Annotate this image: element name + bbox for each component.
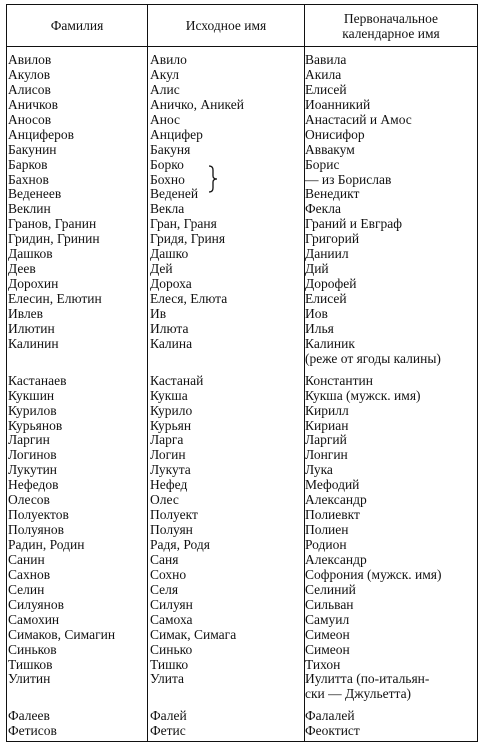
source-name-cell: Гридя, Гриня — [150, 231, 226, 247]
surname-cell: Силуянов — [8, 596, 64, 612]
calendar-name-cell: Вавила — [305, 52, 347, 67]
calendar-name-cell: Константин — [305, 372, 373, 388]
surname-cell: Бакунин — [8, 141, 57, 157]
calendar-name-cell: Граний и Евграф — [305, 216, 402, 232]
calendar-name-cell: Александр — [305, 551, 367, 567]
surname-cell: Дорохин — [8, 276, 59, 292]
calendar-name-cell: Лука — [305, 462, 333, 478]
source-name-cell: Бакуня — [150, 141, 191, 157]
surname-cell: Анциферов — [8, 126, 75, 142]
calendar-name-cell: Симеон — [305, 626, 350, 642]
source-name-cell: Силуян — [150, 596, 193, 612]
calendar-name-column — [305, 53, 442, 739]
header-source-name: Исходное имя — [185, 18, 267, 33]
surname-cell: Алисов — [8, 81, 51, 97]
calendar-name-cell: Мефодий — [305, 477, 360, 493]
surname-cell: Полуектов — [8, 507, 69, 523]
calendar-name-cell: Селиний — [305, 581, 356, 597]
surname-cell: Симаков, Симагин — [8, 626, 116, 642]
calendar-name-cell: Онисифор — [305, 126, 365, 142]
source-name-cell: Самоха — [150, 611, 193, 627]
surname-column — [8, 53, 115, 739]
surname-cell: Курилов — [8, 402, 57, 418]
header-calendar-name-line1: Первоначальное — [343, 10, 439, 26]
calendar-name-cell: Даниил — [305, 246, 349, 262]
surname-cell: Калинин — [8, 335, 59, 351]
source-name-cell: Кастанай — [150, 372, 204, 388]
source-name-cell: Курило — [150, 402, 193, 418]
source-name-cell: Синько — [150, 641, 193, 657]
calendar-name-cell: Илья — [305, 320, 334, 336]
source-name-cell: Логин — [150, 447, 186, 463]
surname-cell — [8, 352, 115, 367]
surname-cell: Гридин, Гринин — [8, 231, 100, 247]
source-name-cell: Анос — [150, 111, 181, 127]
calendar-name-cell: Борис — [305, 156, 340, 172]
calendar-name-cell: Елисей — [305, 81, 347, 97]
surname-cell: Улитин — [8, 671, 51, 687]
calendar-name-cell: Лонгин — [305, 447, 348, 463]
calendar-name-cell: ски — Джульетта) — [305, 686, 412, 702]
calendar-name-cell: Сильван — [305, 596, 354, 612]
source-name-cell: Анцифер — [150, 126, 203, 142]
source-name-cell: Авило — [150, 52, 187, 67]
source-name-cell: Улита — [150, 671, 185, 687]
source-name-column — [150, 53, 244, 739]
source-name-cell: Сохно — [150, 566, 187, 582]
source-name-cell: Симак, Симага — [150, 626, 237, 642]
header-calendar-name-line2: календарное имя — [342, 25, 440, 41]
surname-cell: Деев — [8, 261, 36, 277]
surname-cell: Санин — [8, 551, 45, 567]
calendar-name-cell: Кукша (мужск. имя) — [305, 387, 421, 403]
calendar-name-cell: Самуил — [305, 611, 350, 627]
source-name-cell: Веденей — [150, 186, 199, 202]
calendar-name-cell: Елисей — [305, 291, 347, 306]
surname-cell: Кукшин — [8, 387, 55, 403]
surname-cell: Олесов — [8, 492, 50, 508]
table-header — [7, 5, 477, 47]
calendar-name-cell: Григорий — [305, 231, 360, 247]
surname-cell: Кастанаев — [8, 372, 67, 388]
calendar-name-cell: Феоктист — [305, 723, 360, 739]
source-name-cell: Тишко — [150, 656, 189, 672]
source-name-cell: Полуян — [150, 522, 193, 538]
source-name-cell: Борко — [150, 156, 184, 172]
surname-cell: Аносов — [8, 111, 52, 127]
source-name-cell: Лукута — [150, 462, 191, 478]
source-name-cell: Дашко — [150, 246, 189, 262]
source-name-cell: Бохно — [150, 171, 185, 187]
source-name-cell — [150, 352, 244, 367]
surname-cell: Дашков — [8, 246, 53, 262]
header-surname: Фамилия — [50, 18, 104, 33]
calendar-name-cell: Иоанникий — [305, 96, 371, 112]
calendar-name-cell: Аввакум — [305, 141, 355, 157]
source-name-cell: Нефед — [150, 477, 188, 493]
surname-cell: Веденеев — [8, 186, 62, 202]
calendar-name-cell: Кириан — [305, 417, 349, 433]
surname-cell: Акулов — [8, 66, 51, 82]
source-name-cell: Кукша — [150, 387, 188, 403]
source-name-cell — [150, 687, 244, 702]
calendar-name-cell: Фалалей — [305, 708, 355, 724]
source-name-cell: Елеся, Елюта — [150, 291, 228, 306]
calendar-name-cell: Дорофей — [305, 276, 357, 292]
source-name-cell: Дороха — [150, 276, 192, 292]
calendar-name-cell: Ларгий — [305, 432, 347, 448]
source-name-cell: Калина — [150, 335, 193, 351]
calendar-name-cell: Акила — [305, 66, 342, 82]
surname-cell: Елесин, Елютин — [8, 291, 102, 306]
source-name-cell: Гран, Граня — [150, 216, 217, 232]
surname-cell: Сахнов — [8, 566, 51, 582]
surname-cell: Полуянов — [8, 522, 65, 538]
source-name-cell: Дей — [150, 261, 173, 277]
calendar-name-cell: — из Борислав — [305, 171, 392, 187]
source-name-cell: Радя, Родя — [150, 537, 210, 552]
surname-cell: Бахнов — [8, 171, 49, 187]
calendar-name-cell: Полиевкт — [305, 507, 360, 523]
surname-cell: Радин, Родин — [8, 537, 85, 552]
surname-cell: Курьянов — [8, 417, 63, 433]
surname-cell: Веклин — [8, 201, 51, 217]
surname-cell: Авилов — [8, 52, 52, 67]
source-name-cell: Алис — [150, 81, 180, 97]
calendar-name-cell: Кирилл — [305, 402, 349, 418]
calendar-name-cell: Венедикт — [305, 186, 360, 202]
source-name-cell: Олес — [150, 492, 179, 508]
surname-cell: Ивлев — [8, 305, 44, 321]
surname-cell: Нефедов — [8, 477, 59, 493]
calendar-name-cell: Симеон — [305, 641, 350, 657]
surname-cell — [8, 687, 115, 702]
calendar-name-cell: Полиен — [305, 522, 349, 538]
calendar-name-cell: Иулитта (по-итальян- — [305, 671, 430, 687]
surname-cell: Фалеев — [8, 708, 50, 724]
calendar-name-cell: Иов — [305, 305, 328, 321]
source-name-cell: Полуект — [150, 507, 198, 523]
source-name-cell: Илюта — [150, 320, 189, 336]
calendar-name-cell: Анастасий и Амос — [305, 111, 412, 127]
calendar-name-cell: Родион — [305, 537, 347, 552]
surname-cell: Гранов, Гранин — [8, 216, 97, 232]
column-divider-1 — [147, 5, 148, 741]
surname-cell: Синьков — [8, 641, 57, 657]
source-name-cell: Селя — [150, 581, 179, 597]
header-calendar-name — [305, 5, 477, 46]
brace-mark — [208, 165, 218, 193]
calendar-name-cell: (реже от ягоды калины) — [305, 350, 441, 366]
surname-cell: Логинов — [8, 447, 57, 463]
calendar-name-cell: Александр — [305, 492, 367, 508]
source-name-cell: Саня — [150, 551, 179, 567]
source-name-cell: Векла — [150, 201, 185, 217]
calendar-name-cell: Фекла — [305, 201, 341, 217]
calendar-name-cell: Софрония (мужск. имя) — [305, 566, 442, 582]
surname-cell: Селин — [8, 581, 45, 597]
source-name-cell: Фетис — [150, 723, 186, 739]
surname-cell: Фетисов — [8, 723, 57, 739]
source-name-cell: Фалей — [150, 708, 187, 724]
surname-cell: Аничков — [8, 96, 58, 112]
source-name-cell: Ив — [150, 305, 167, 321]
surname-cell: Тишков — [8, 656, 53, 672]
source-name-cell: Курьян — [150, 417, 192, 433]
calendar-name-cell: Калиник — [305, 335, 355, 351]
surname-cell: Илютин — [8, 320, 55, 336]
surname-cell: Ларгин — [8, 432, 50, 448]
source-name-cell: Акул — [150, 66, 180, 82]
surname-cell: Самохин — [8, 611, 60, 627]
surname-cell: Барков — [8, 156, 48, 172]
source-name-cell: Аничко, Аникей — [150, 96, 244, 112]
calendar-name-cell: Дий — [305, 261, 329, 277]
source-name-cell: Ларга — [150, 432, 184, 448]
surname-cell: Лукутин — [8, 462, 58, 478]
calendar-name-cell: Тихон — [305, 656, 341, 672]
